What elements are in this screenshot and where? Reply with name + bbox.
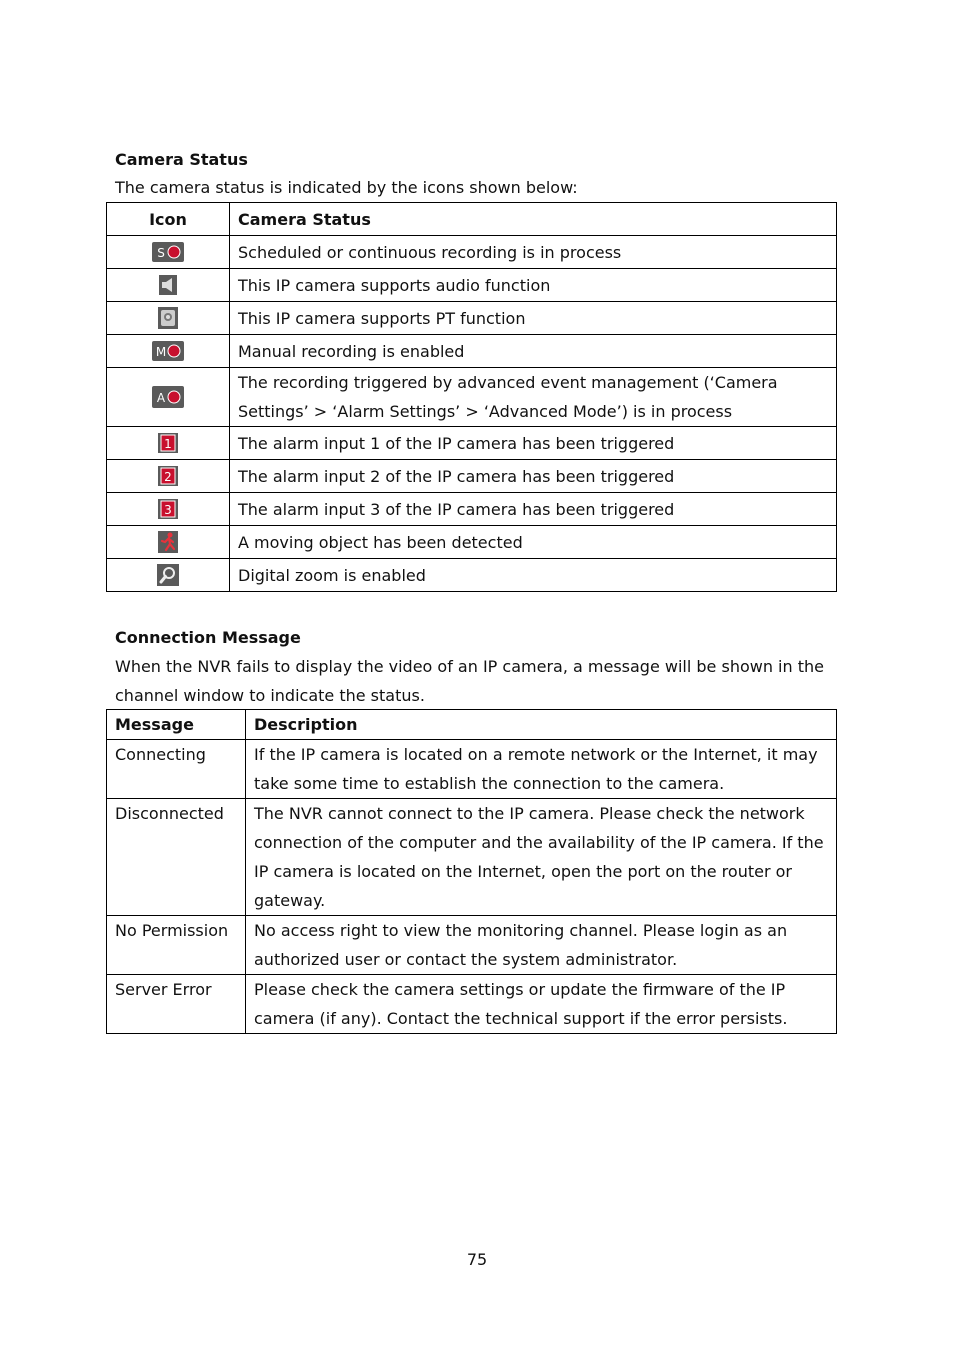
svg-text:A: A <box>156 391 166 405</box>
digital-zoom-icon <box>157 564 179 586</box>
table-row <box>107 368 837 427</box>
connection-message-table <box>106 709 837 1034</box>
message-cell: No Permission <box>107 916 246 975</box>
audio-speaker-icon <box>159 275 177 295</box>
table-row <box>107 916 837 975</box>
status-description: The recording triggered by advanced event management (‘Camera Settings’ > ‘Alarm Settings’ > ‘Advanced Mode’) is in process <box>230 368 837 427</box>
status-description: This IP camera supports PT function <box>230 302 837 335</box>
page-number: 75 <box>466 1250 488 1269</box>
header-camera-status: Camera Status <box>230 203 837 236</box>
table-row <box>107 269 837 302</box>
svg-text:S: S <box>157 246 165 261</box>
svg-text:3: 3 <box>164 503 172 518</box>
status-description: Manual recording is enabled <box>230 335 837 368</box>
motion-detected-icon <box>158 531 178 553</box>
alarm-input-2-icon <box>158 466 178 486</box>
header-description: Description <box>246 710 837 740</box>
status-description: The alarm input 2 of the IP camera has been triggered <box>230 460 837 493</box>
table-row <box>107 975 837 1034</box>
status-description: This IP camera supports audio function <box>230 269 837 302</box>
pt-control-icon <box>158 307 178 329</box>
camera-status-table <box>106 202 837 592</box>
manual-recording-icon <box>152 341 184 361</box>
message-cell: Connecting <box>107 740 246 799</box>
status-description: The alarm input 1 of the IP camera has been triggered <box>230 427 837 460</box>
description-cell: If the IP camera is located on a remote network or the Internet, it may take some time to establish the connection to the camera. <box>246 740 837 799</box>
table-row <box>107 526 837 559</box>
header-message: Message <box>107 710 246 740</box>
table-row <box>107 427 837 460</box>
table-row <box>107 460 837 493</box>
description-cell: The NVR cannot connect to the IP camera. Please check the network connection of the computer and the availability of the IP camera. If the IP camera is located on the Internet, open the port on the router or gateway. <box>246 799 837 916</box>
scheduled-recording-icon <box>152 242 184 262</box>
connection-message-heading: Connection Message <box>115 628 301 647</box>
svg-text:1: 1 <box>164 437 172 452</box>
table-row <box>107 493 837 526</box>
camera-status-heading: Camera Status <box>115 150 248 169</box>
svg-text:M: M <box>155 345 167 360</box>
table-row <box>107 236 837 269</box>
table-row <box>107 302 837 335</box>
table-row <box>107 335 837 368</box>
status-description: The alarm input 3 of the IP camera has been triggered <box>230 493 837 526</box>
message-cell: Server Error <box>107 975 246 1034</box>
header-icon: Icon <box>107 203 230 236</box>
camera-status-intro: The camera status is indicated by the icons shown below: <box>115 178 578 197</box>
table-row <box>107 740 837 799</box>
status-description: Digital zoom is enabled <box>230 559 837 592</box>
description-cell: Please check the camera settings or update the firmware of the IP camera (if any). Contact the technical support if the error persists. <box>246 975 837 1034</box>
alarm-input-1-icon <box>158 433 178 453</box>
description-cell: No access right to view the monitoring channel. Please login as an authorized user or contact the system administrator. <box>246 916 837 975</box>
table-row <box>107 559 837 592</box>
status-description: Scheduled or continuous recording is in process <box>230 236 837 269</box>
message-cell: Disconnected <box>107 799 246 916</box>
alarm-input-3-icon <box>158 499 178 519</box>
table-row <box>107 799 837 916</box>
status-description: A moving object has been detected <box>230 526 837 559</box>
svg-text:2: 2 <box>164 470 172 485</box>
advanced-event-recording-icon <box>152 386 184 408</box>
connection-message-intro: When the NVR fails to display the video of an IP camera, a message will be shown in the channel window to indicate the status. <box>115 657 824 705</box>
